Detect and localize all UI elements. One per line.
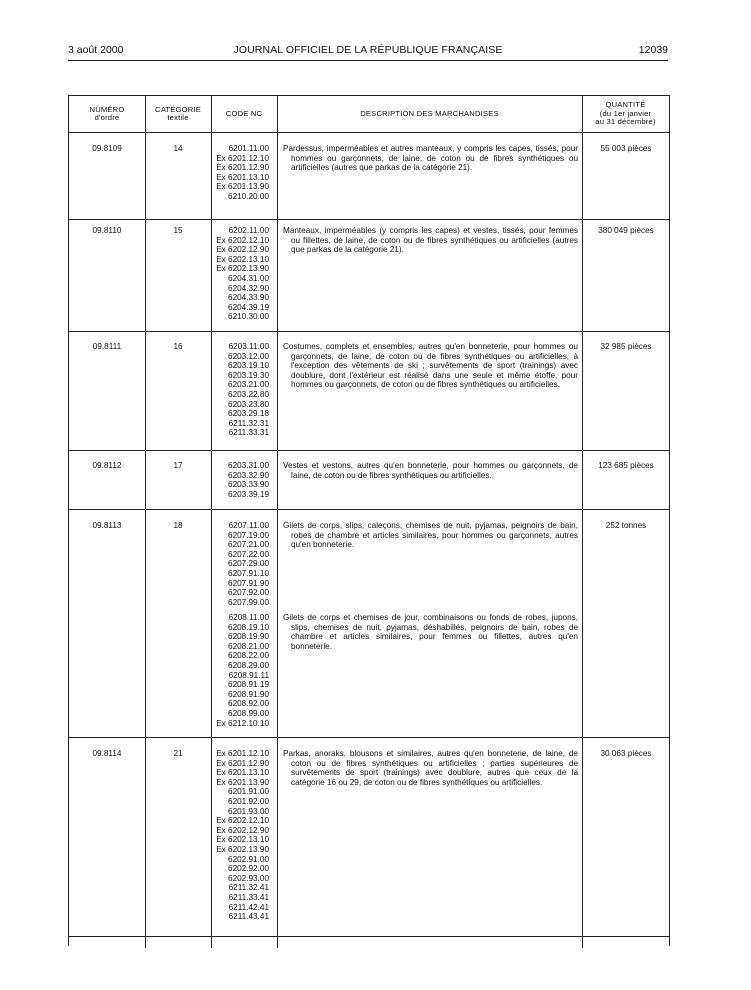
row-divider (69, 737, 669, 738)
description-text: Costumes, complets et ensembles, autres qu'en bonneterie, pour hommes ou garçonnets, de laine, de coton ou de fibres synthétiques ou artificielles, à l'exception des vêtements de ski ; survêtements de sport (trainings) avec doublure, dont l'extérieur est réalisé dans une seule et même étoffe, pour hommes ou garçonnets, de coton ou de fibres synthétiques ou artificielles. (283, 342, 578, 390)
nc-code: 6203.22.80 (228, 389, 269, 399)
row-divider (69, 450, 669, 451)
row-numero: 09.8109 (92, 144, 122, 153)
header-label: NUMÉRO (89, 104, 125, 114)
nc-code: 6207.91.90 (228, 578, 269, 588)
header-rule (68, 60, 668, 61)
row-numero: 09.8110 (92, 226, 122, 235)
nc-code: 6207.21.00 (228, 540, 269, 550)
column-header-description (277, 96, 582, 132)
header-label: d'ordre (94, 113, 120, 122)
row-numero: 09.8113 (92, 521, 122, 530)
nc-code-list (211, 521, 275, 607)
nc-code: 6208.19.90 (228, 632, 269, 642)
nc-code: 6203.19.10 (228, 361, 269, 371)
nc-code: 6203.21.00 (228, 380, 269, 390)
nc-code: 6203.39.19 (228, 489, 269, 499)
nc-code: 6201.93.00 (228, 806, 269, 816)
column-divider (277, 96, 278, 948)
nc-code: 6207.29.00 (228, 559, 269, 569)
nc-code: Ex 6201.12.90 (216, 163, 269, 173)
nc-code: 6208.19.10 (228, 622, 269, 632)
header-label: textile (167, 113, 189, 122)
row-categorie: 14 (173, 144, 183, 153)
nc-code: Ex 6201.13.10 (216, 768, 269, 778)
nc-code: 6201.91.00 (228, 787, 269, 797)
merchandise-description (283, 144, 578, 173)
row-numero: 09.8112 (92, 461, 122, 470)
nc-code: 6203.11.00 (228, 342, 269, 351)
page-number: 12039 (638, 44, 668, 56)
row-quantite: 30 063 pièces (600, 749, 652, 758)
header-label: CODE NC (225, 108, 263, 118)
row-quantite: 32 985 pièces (600, 342, 652, 351)
row-quantite: 55 003 pièces (600, 144, 652, 153)
merchandise-description (283, 521, 578, 550)
nc-code: 6203.12.00 (228, 351, 269, 361)
nc-code: Ex 6202.12.10 (216, 816, 269, 826)
nc-code: Ex 6201.12.90 (216, 758, 269, 768)
nc-code: 6202.92.00 (228, 864, 269, 874)
row-quantite: 252 tonnes (605, 521, 647, 530)
nc-code: 6204.32.90 (228, 283, 269, 293)
merchandise-table (68, 95, 670, 946)
row-numero: 09.8114 (92, 749, 122, 758)
row-divider (69, 331, 669, 332)
merchandise-description (283, 749, 578, 787)
nc-code: Ex 6201.12.10 (216, 749, 269, 758)
nc-code: 6207.91.10 (228, 568, 269, 578)
nc-code: 6202.11.00 (228, 226, 269, 235)
nc-code: 6207.11.00 (228, 521, 269, 530)
nc-code: 6202.93.00 (228, 873, 269, 883)
header-label: DESCRIPTION DES MARCHANDISES (360, 108, 499, 118)
nc-code-list (211, 749, 275, 922)
description-text: Gilets de corps, slips, caleçons, chemises de nuit, pyjamas, peignoirs de bain, robes de chambre et articles similaires, pour hommes ou garçonnets, autres qu'en bonneterie. (283, 521, 578, 550)
nc-code-list (211, 342, 275, 438)
nc-code: 6201.92.00 (228, 796, 269, 806)
nc-code: 6211.32.41 (228, 883, 269, 893)
row-categorie: 17 (173, 461, 183, 470)
header-label: au 31 décembre) (595, 117, 656, 127)
nc-code: 6202.91.00 (228, 854, 269, 864)
nc-code: 6211.42.41 (228, 902, 269, 912)
column-header-categorie (145, 96, 211, 132)
nc-code: 6208.22.00 (228, 651, 269, 661)
row-divider (69, 219, 669, 220)
nc-code: Ex 6202.12.10 (216, 235, 269, 245)
nc-code: 6203.23.80 (228, 399, 269, 409)
nc-code: 6208.91.11 (228, 670, 269, 680)
nc-code: 6203.29.18 (228, 409, 269, 419)
column-divider (582, 96, 583, 948)
nc-code: 6203.31.00 (228, 461, 269, 470)
nc-code: 6203.32.90 (228, 470, 269, 480)
row-categorie: 21 (173, 749, 183, 758)
nc-code: Ex 6202.12.90 (216, 245, 269, 255)
nc-code: Ex 6202.13.90 (216, 844, 269, 854)
running-head (68, 44, 668, 58)
nc-code: 6210.30.00 (228, 312, 269, 322)
nc-code: Ex 6201.13.90 (216, 777, 269, 787)
nc-code: 6211.43.41 (228, 912, 269, 922)
nc-code: 6207.99.00 (228, 597, 269, 607)
row-divider (69, 509, 669, 510)
nc-code-list (211, 226, 275, 322)
row-categorie: 16 (173, 342, 183, 351)
nc-code: 6203.19.30 (228, 370, 269, 380)
row-quantite: 123 685 pièces (598, 461, 654, 470)
nc-code: 6203.33.90 (228, 480, 269, 490)
nc-code: 6204.31.00 (228, 273, 269, 283)
nc-code: 6207.19.00 (228, 530, 269, 540)
nc-code: Ex 6201.12.10 (216, 153, 269, 163)
nc-code: Ex 6202.13.10 (216, 835, 269, 845)
header-label: CATÉGORIE (155, 104, 201, 114)
description-text: Parkas, anoraks, blousons et similaires, autres qu'en bonneterie, de laine, de coton ou de fibres synthétiques ou artificielles ; parties supérieures de survêtements de sport (trainings) avec doublure, autres que ceux de la catégorie 16 ou 29, de coton ou de fibres synthétiques ou artificielles. (283, 749, 578, 787)
merchandise-description (283, 461, 578, 480)
description-text: Pardessus, imperméables et autres manteaux, y compris les capes, tissés, pour hommes ou garçonnets, de laine, de coton ou de fibres synthétiques ou artificielles (autres que parkas de la catégorie 21). (283, 144, 578, 173)
nc-code: 6208.92.00 (228, 699, 269, 709)
nc-code: 6210.20.00 (228, 191, 269, 201)
description-text: Vestes et vestons, autres qu'en bonneterie, pour hommes ou garçonnets, de laine, de coton ou de fibres synthétiques ou artificielles. (283, 461, 578, 480)
publication-date: 3 août 2000 (68, 44, 124, 56)
nc-code-list (211, 613, 275, 728)
nc-code: 6208.29.00 (228, 660, 269, 670)
nc-code: 6207.22.00 (228, 549, 269, 559)
nc-code: Ex 6201.13.90 (216, 182, 269, 192)
column-header-quantite (582, 96, 669, 132)
nc-code: 6211.32.31 (228, 418, 269, 428)
column-header-numero (69, 96, 145, 132)
nc-code: Ex 6201.13.10 (216, 172, 269, 182)
description-text: Manteaux, imperméables (y compris les capes) et vestes, tissés, pour femmes ou fillettes, de laine, de coton ou de fibres synthétiques ou artificielles (autres que parkas de la catégorie 21). (283, 226, 578, 255)
nc-code: Ex 6202.12.90 (216, 825, 269, 835)
nc-code: 6211.33.31 (228, 428, 269, 438)
row-categorie: 18 (173, 521, 183, 530)
row-divider (69, 936, 669, 937)
nc-code-list (211, 461, 275, 499)
nc-code: Ex 6212.10.10 (216, 718, 269, 728)
nc-code: 6204.33.90 (228, 293, 269, 303)
nc-code: 6204.39.19 (228, 302, 269, 312)
nc-code: 6201.11.00 (228, 144, 269, 153)
header-divider (69, 132, 669, 133)
nc-code: 6208.21.00 (228, 641, 269, 651)
nc-code: Ex 6202.13.90 (216, 264, 269, 274)
nc-code: 6208.11.00 (228, 613, 269, 622)
merchandise-description (283, 226, 578, 255)
header-label: QUANTITÉ (605, 100, 646, 110)
row-numero: 09.8111 (92, 342, 122, 351)
merchandise-description (283, 613, 578, 651)
journal-title: JOURNAL OFFICIEL DE LA RÉPUBLIQUE FRANÇAISE (233, 44, 503, 56)
merchandise-description (283, 342, 578, 390)
nc-code: 6207.92.00 (228, 588, 269, 598)
column-header-code (211, 96, 277, 132)
row-categorie: 15 (173, 226, 183, 235)
row-quantite: 380 049 pièces (598, 226, 654, 235)
header-label: (du 1er janvier (599, 108, 652, 118)
nc-code-list (211, 144, 275, 202)
nc-code: 6208.99.00 (228, 708, 269, 718)
description-text: Gilets de corps et chemises de jour, combinaisons ou fonds de robes, jupons, slips, chemises de nuit, pyjamas, déshabillés, peignoirs de bain, robes de chambre et articles similaires, pour femmes ou fillettes, autres qu'en bonneterie. (283, 613, 578, 651)
nc-code: Ex 6202.13.10 (216, 254, 269, 264)
nc-code: 6211.33.41 (228, 892, 269, 902)
nc-code: 6208.91.19 (228, 680, 269, 690)
nc-code: 6208.91.90 (228, 689, 269, 699)
